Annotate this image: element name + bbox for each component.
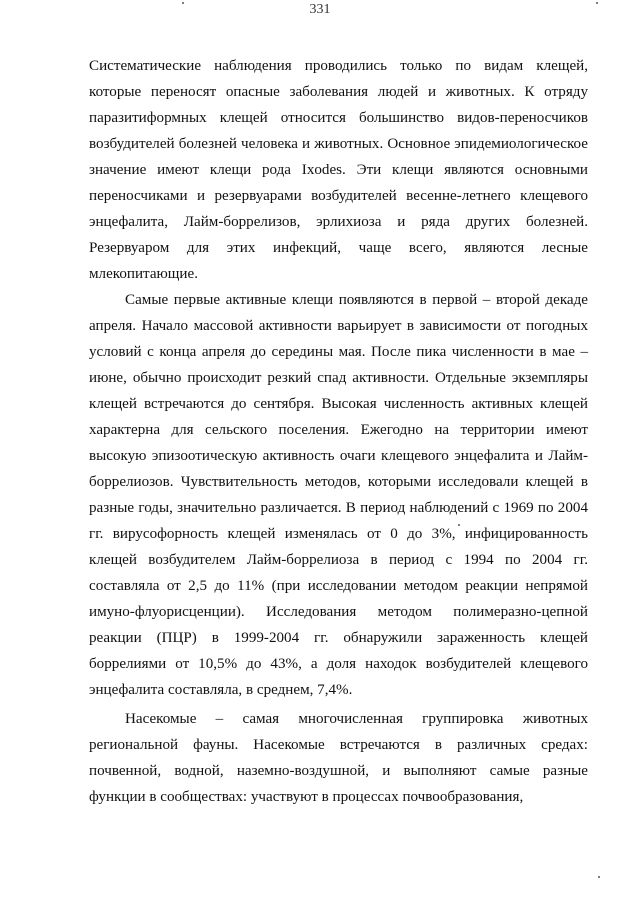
scan-speck — [596, 2, 598, 4]
paragraph-ticks-overview: Систематические наблюдения проводились только по видам клещей, которые переносят опасные заболевания людей и животных. К отряду паразитиформных клещей относится большинство видов-переносчиков возбудителей болезней человека и животных. Основное эпидемиологическое значение имеют клещи рода Ixodes. Эти клещи являются основными переносчиками и резервуарами возбудителей весенне-летнего клещевого энцефалита, Лайм-боррелизов, эрлихиоза и ряда других болезней. Резервуаром для этих инфекций, чаще всего, являются лесные млекопитающие. — [89, 58, 588, 282]
scan-speck — [182, 2, 184, 4]
page-number: 331 — [309, 2, 331, 17]
paragraph-tick-activity: Самые первые активные клещи появляются в первой – второй декаде апреля. Начало массовой активности варьирует в зависимости от погодных условий с конца апреля до середины мая. После пика численности в мае – июне, обычно происходит резкий спад активности. Отдельные экземпляры клещей встречаются до сентября. Высокая численность активных клещей характерна для сельского поселения. Ежегодно на территории имеют высокую эпизоотическую активность очаги клещевого энцефалита и Лайм-боррелиозов. Чувствительность методов, которыми исследовали клещей в разные годы, значительно различается. В период наблюдений с 1969 по 2004 гг. вирусофорность клещей изменялась от 0 до 3%, инфицированность клещей возбудителем Лайм-боррелиоза в период с 1994 по 2004 гг. составляла от 2,5 до 11% (при исследовании методом реакции непрямой имуно-флуорисценции). Исследования методом полимеразно-цепной реакции (ПЦР) в 1999-2004 гг. обнаружили зараженность клещей боррелиями от 10,5% до 43%, а доля находок возбудителей клещевого энцефалита составляла, в среднем, 7,4%. — [89, 292, 588, 698]
paragraph-insects: Насекомые – самая многочисленная группировка животных региональной фауны. Насекомые встречаются в различных средах: почвенной, водной, наземно-воздушной, и выполняют самые разные функции в сообществах: участвуют в процессах почвообразования, — [89, 711, 588, 805]
body-text — [89, 53, 588, 810]
scan-speck — [598, 876, 600, 878]
